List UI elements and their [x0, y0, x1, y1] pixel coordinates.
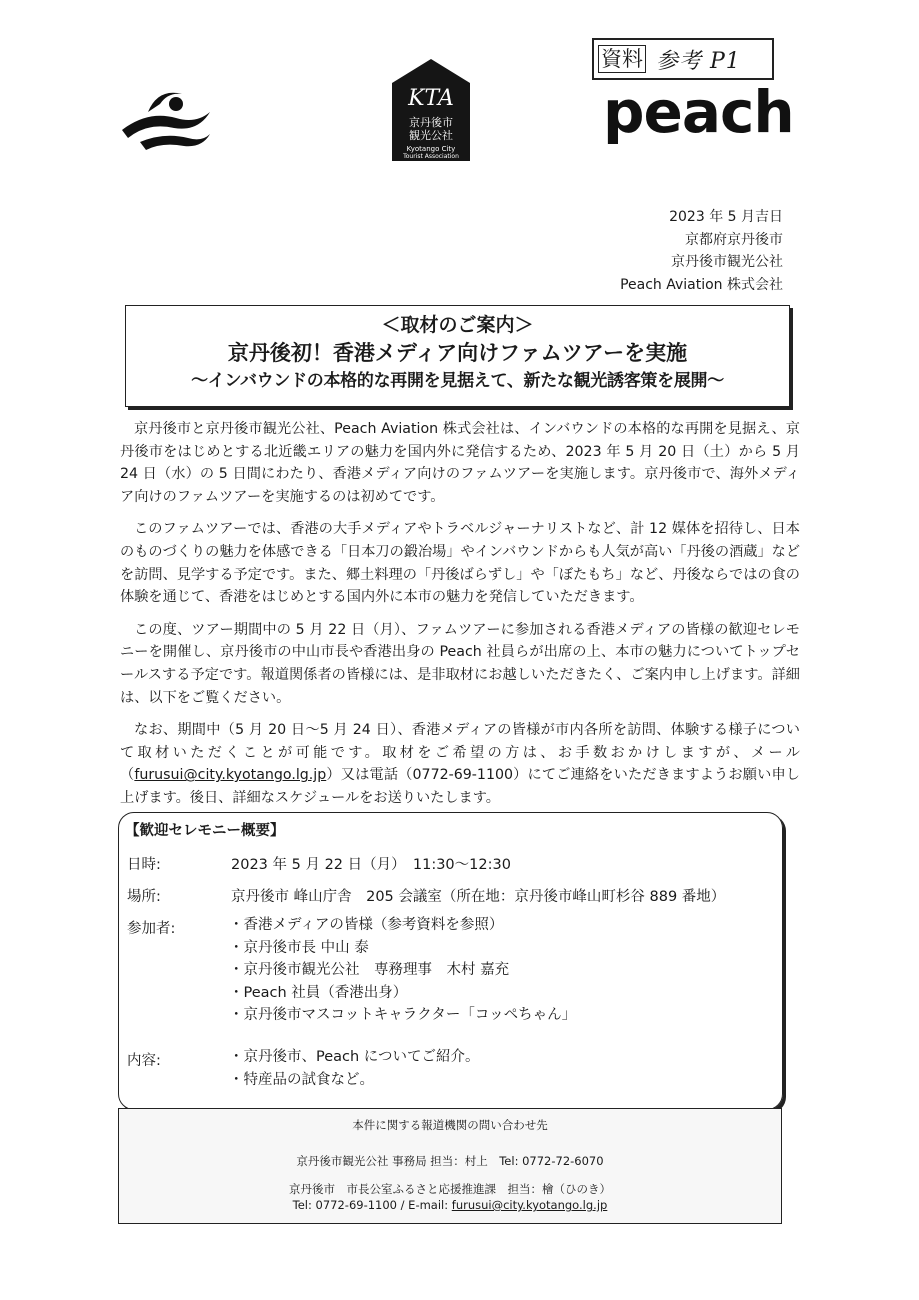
- sender-org-tourism: 京丹後市観光公社: [671, 254, 783, 270]
- issue-date: 2023 年 5 月吉日: [669, 209, 783, 225]
- contact-tel: Tel: 0772-69-1100 / E-mail:: [292, 1198, 452, 1212]
- press-contact-box: [118, 1108, 782, 1224]
- list-item: ・特産品の試食など。: [229, 1071, 374, 1088]
- stamp-label: 資料: [598, 45, 646, 73]
- date-value: 2023 年 5 月 22 日（月） 11:30～12:30: [231, 857, 511, 873]
- place-label: 場所:: [127, 889, 161, 905]
- sender-org-peach: Peach Aviation 株式会社: [620, 276, 783, 293]
- contact-email-link[interactable]: furusui@city.kyotango.lg.jp: [451, 1198, 608, 1212]
- kyotango-tourism-logo: [388, 57, 474, 163]
- paragraph-4: [120, 719, 800, 809]
- paragraph-4-part-a: なお、期間中（5 月 20 日～5 月 24 日）、香港メディアの皆様が市内各所を訪問、体験する様子について取材いただくことが可能です。取材をご希望の方は、お手数おかけしますが、メール（: [120, 722, 800, 784]
- ceremony-title: 【歓迎セレモニー概要】: [125, 823, 285, 839]
- contact-heading: 本件に関する報道機関の問い合わせ先: [352, 1118, 548, 1132]
- list-item: ・京丹後市観光公社 専務理事 木村 嘉充: [229, 962, 510, 978]
- content-list: [229, 1046, 480, 1091]
- participants-label: 参加者:: [127, 921, 176, 937]
- kta-english-line-1: Kyotango City: [406, 145, 456, 153]
- kyotango-city-emblem-icon: [118, 82, 214, 152]
- list-item: ・京丹後市長 中山 泰: [229, 939, 369, 956]
- kta-initials: KTA: [408, 86, 454, 111]
- list-item: ・京丹後市マスコットキャラクター「コッペちゃん」: [229, 1007, 577, 1023]
- sender-block: [620, 206, 783, 296]
- body-text: [120, 418, 800, 820]
- list-item: ・京丹後市、Peach についてご紹介。: [229, 1049, 480, 1065]
- main-title: 京丹後初！香港メディア向けファムツアーを実施: [227, 341, 688, 365]
- title-box: [125, 305, 790, 407]
- contact-line-tourism: 京丹後市観光公社 事務局 担当：村上 Tel: 0772-72-6070: [296, 1154, 604, 1168]
- contact-email-link[interactable]: furusui@city.kyotango.lg.jp: [134, 767, 327, 784]
- reference-stamp: [592, 38, 774, 80]
- content-label: 内容:: [127, 1053, 161, 1069]
- kta-name-line-2: 観光公社: [409, 129, 453, 142]
- list-item: ・香港メディアの皆様（参考資料を参照）: [229, 917, 504, 933]
- participants-list: [229, 914, 576, 1027]
- place-value: 京丹後市 峰山庁舎 205 会議室（所在地：京丹後市峰山町杉谷 889 番地）: [231, 889, 726, 905]
- date-label: 日時:: [127, 857, 161, 873]
- peach-logo: peach: [603, 78, 794, 146]
- ceremony-summary-box: [118, 812, 783, 1110]
- paragraph-4-part-b: ）又は電話（0772-69-1100）にてご連絡をいただきますようお願い申し上げます。後日、詳細なスケジュールをお送りいたします。: [120, 767, 800, 806]
- sender-org-prefecture: 京都府京丹後市: [685, 231, 783, 248]
- list-item: ・Peach 社員（香港出身）: [229, 984, 408, 1001]
- press-label: ＜取材のご案内＞: [381, 314, 534, 336]
- paragraph-3: この度、ツアー期間中の 5 月 22 日（月）、ファムツアーに参加される香港メディアの皆様の歓迎セレモニーを開催し、京丹後市の中山市長や香港出身の Peach 社員らが出席の上、本市の魅力についてトップセールスする予定です。報道関係者の皆様には、是非取材にお越しいただきたく、ご案内申し上げます。詳細は、以下をご覧ください。: [120, 621, 800, 706]
- kta-name-line-1: 京丹後市: [409, 116, 453, 129]
- contact-line-tel-email: [119, 1198, 781, 1212]
- contact-line-city: 京丹後市 市長公室ふるさと応援推進課 担当：檜（ひのき）: [289, 1182, 611, 1196]
- paragraph-1: 京丹後市と京丹後市観光公社、Peach Aviation 株式会社は、インバウンドの本格的な再開を見据え、京丹後市をはじめとする北近畿エリアの魅力を国内外に発信するため、2023 年 5 月 20 日（土）から 5 月 24 日（水）の 5 日間にわたり、香港メディア向けのファムツアーを実施します。京丹後市で、海外メディア向けのファムツアーを実施するのは初めてです。: [120, 421, 800, 505]
- kta-english-line-2: Tourist Association: [403, 153, 459, 160]
- stamp-handwritten-note: 参考 P1: [656, 48, 741, 74]
- paragraph-2: このファムツアーでは、香港の大手メディアやトラベルジャーナリストなど、計 12 媒体を招待し、日本のものづくりの魅力を体感できる「日本刀の鍛冶場」やインバウンドからも人気が高い「丹後の酒蔵」などを訪問、見学する予定です。また、郷土料理の「丹後ばらずし」や「ぼたもち」など、丹後ならではの食の体験を通じて、香港をはじめとする国内外に本市の魅力を発信していただきます。: [120, 521, 801, 606]
- subtitle: ～インバウンドの本格的な再開を見据えて、新たな観光誘客策を展開～: [191, 371, 724, 391]
